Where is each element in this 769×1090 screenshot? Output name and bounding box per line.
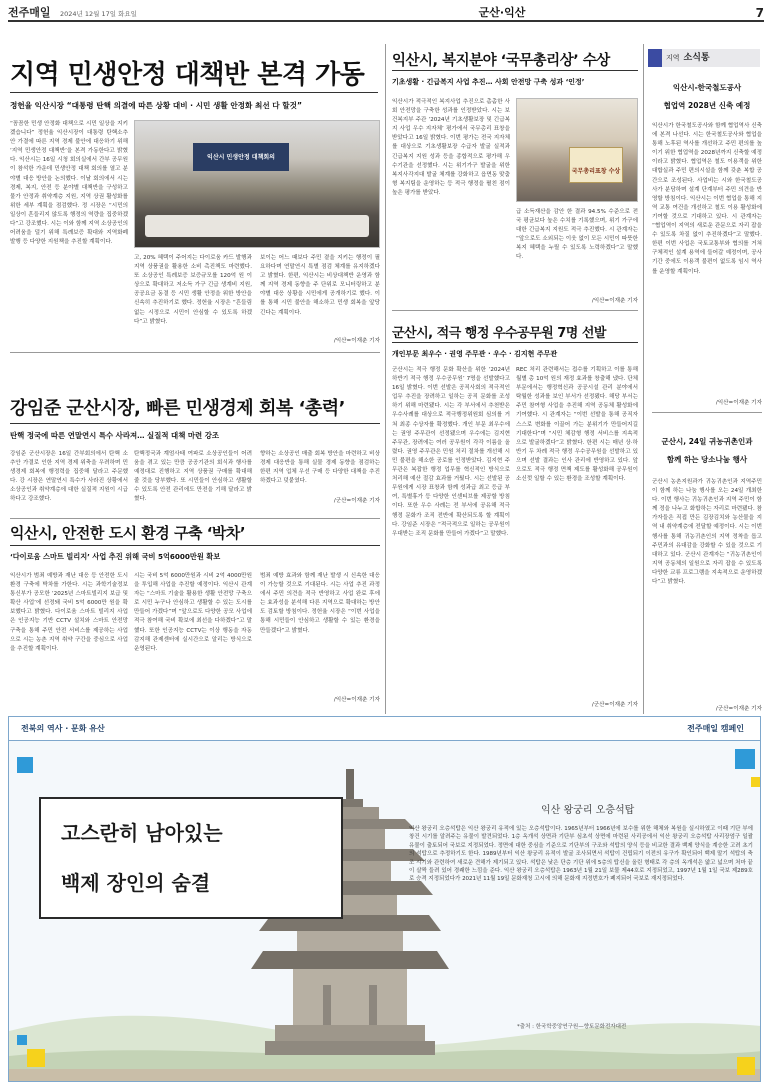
column-divider <box>385 44 386 714</box>
main-body-col2: 고, 20% 혜택이 주어지는 다이로움 카드 발행과 지역 상품권을 활용한 소비 촉진책도 마련했다. 또 소상공인 특례보증 보증규모를 120억 원 이상으로 확대하고 저소득 가구 긴급 생계비 지원, 공공요금 동결 등 시민 생활 안정을 위한 방안을 신속히 추진하기로 했다. 정헌율 시장은 “흔들림 없는 시정으로 시민이 안심할 수 있도록 하겠다”고 밝혔다. <box>134 255 252 325</box>
sidebar-tag-main: 소식통 <box>683 53 710 63</box>
environment-body-col1: 익산시가 범죄 예방과 재난 대응 등 안전한 도시 환경 구축에 박차를 가한다. 시는 과학기술정보통신부가 공모한 ‘2025년 스마트빌리지 보급 및 확산 사업’에 선정돼 국비 5억 6000만 원을 확보했다고 밝혔다. 다이로움 스마트 빌리지 사업은 인공지능 기반 CCTV 설치와 스마트 안전망 구축을 통해 주민 안전 서비스를 제공하는 사업으로 시는 농촌 지역 취약 구간을 중심으로 사업을 추진할 계획이다. <box>10 573 128 652</box>
newspaper-logo: 전주매일 <box>8 6 51 19</box>
welfare-body-col1: 익산시가 적극적인 복지사업 추진으로 촘촘한 사회 안전망을 구축한 성과를 인정받았다. 시는 보건복지부 주관 ‘2024년 기초생활보장 및 긴급복지 사업 우수 지자체’ 평가에서 국무총리 표창을 받았다고 16일 밝혔다. 이번 평가는 전국 지자체를 대상으로 기초생활보장 수급자 발굴 실적과 긴급복지 지원 성과 등을 종합적으로 평가해 우수기관을 선정했다. 시는 위기가구 발굴을 위한 복지사각지대 발굴 체계를 강화하고 읍면동 맞춤형 복지팀을 운영하는 등 적극 행정을 펼친 점이 높은 평가를 받았다. <box>392 99 510 196</box>
awards-body-col1: 군산시는 적극 행정 문화 확산을 위한 ‘2024년 하반기 적극 행정 우수공무원’ 7명을 선발했다고 16일 밝혔다. 이번 선발은 공직사회의 적극적인 업무 추진을 장려하고 일하는 공직 문화를 조성하기 위해 마련됐다. 시는 각 부서에서 추천받은 우수사례를 대상으로 적극행정위원회 심의를 거쳐 최종 수상자를 확정했다. 개인 부문 최우수에는 권영 주무관이 선정됐으며 우수에는 김지현 주무관, 장려에는 여러 공무원이 각각 이름을 올렸다. 권영 주무관은 민원 처리 절차를 개선해 시민 불편을 해소한 공로를 인정받았다. 김지현 주무관은 복잡한 행정 업무를 혁신적인 방식으로 처리해 예산 절감 효과를 거뒀다. 시는 선발된 공무원에게 시장 표창과 함께 성과급 최고 등급 부여, 특별휴가 등 다양한 인센티브를 제공할 방침이다. 또한 우수 사례는 전 부서에 공유해 적극 행정 문화가 조직 전반에 확산되도록 할 계획이다. 강임준 시장은 “적극적으로 일하는 공무원이 우대받는 조직 문화를 만들어 가겠다”고 말했다. <box>392 367 510 537</box>
banner-source: *출처 : 한국학중앙연구원—향토문화전자대전 <box>517 1024 627 1030</box>
issue-date: 2024년 12월 17일 화요일 <box>60 10 137 18</box>
sidebar-item2-title-b: 함께 하는 당소나눔 행사 <box>666 455 748 464</box>
sidebar-item1-title-b: 협업역 2028년 신축 예정 <box>663 101 751 110</box>
meeting-banner: 익산시 민생안정 대책회의 <box>193 143 289 171</box>
gunsan-mayor-body-col3: 향하는 소상공인 매출 회복 방안을 마련하고 비상경제 대응반을 통해 실물 경제 동향을 점검하는 한편 지역 업체 우선 구매 등 다양한 대책을 추진하겠다고 덧붙였다. <box>260 451 380 485</box>
environment-body-col2: 시는 국비 5억 6000만원과 시비 2억 4000만원을 투입해 사업을 추진할 예정이다. 익산시 관계자는 “스마트 기술을 활용한 생활 안전망 구축으로 시민 누구나 안심하고 생활할 수 있는 도시를 만들어 가겠다”며 “앞으로도 다양한 공모 사업에 적극 참여해 국비 확보에 최선을 다하겠다”고 말했다. 또한 인공지능 CCTV는 이상 행동을 자동 감지해 관제센터에 실시간으로 알리는 방식으로 운영된다. <box>134 573 252 652</box>
sidebar-tag-small: 지역 <box>666 54 680 62</box>
rule <box>10 423 380 424</box>
heritage-campaign-banner <box>8 716 761 1082</box>
gunsan-mayor-subhead: 탄핵 정국에 따른 연말연시 특수 사라져… 실질적 대책 마련 강조 <box>10 431 220 440</box>
banner-header <box>9 717 760 741</box>
award-plaque: 국무총리표창 수상 <box>569 147 623 183</box>
awards-byline: /군산=이재춘 기자 <box>591 702 638 708</box>
sidebar-item2-body: 군산시 농촌지원과가 귀농귀촌인과 지역주민이 함께 하는 나눔 행사를 오는 24일 개최한다. 이번 행사는 귀농귀촌인과 지역 주민이 함께 정을 나누고 화합하는 자리로 마련됐다. 참가자들은 직접 만든 김장김치와 농산물을 지역 내 취약계층에 전달할 예정이다. 시는 이번 행사를 통해 귀농귀촌인의 지역 정착을 돕고 주민과의 유대감을 강화할 수 있을 것으로 기대하고 있다. 군산시 관계자는 “귀농귀촌인이 지역 공동체의 일원으로 자리 잡을 수 있도록 다양한 교류 프로그램을 지속적으로 운영하겠다”고 밝혔다. <box>652 479 762 586</box>
rule <box>392 342 638 343</box>
banner-title: 익산 왕궁리 오층석탑 <box>541 805 635 816</box>
decor-square-yellow <box>751 777 761 787</box>
sidebar-tag <box>648 49 760 67</box>
awards-body-col2: REC 처리 관련해서는 접수를 기획하고 이를 통해 월별 총 10억 원의 재정 효과를 창출해 냈다. 단체 부문에서는 행정혁신과 공공시설 관리 분야에서 탁월한 성과를 보인 부서가 선정됐다. 해당 부서는 주민 참여형 사업을 추진해 지역 공동체 활성화에 기여했다. 시 관계자는 “이번 선발을 통해 공직자 스스로 변화를 이끌어 가는 분위기가 만들어지길 기대한다”며 “시민 체감형 행정 서비스를 지속적으로 발굴하겠다”고 밝혔다. 한편 시는 매년 상·하반기 두 차례 적극 행정 우수공무원을 선발하고 있으며 선발 결과는 인사 관리에 반영하고 있다. 앞으로도 적극 행정 면책 제도를 활성화해 공무원이 소신껏 일할 수 있는 환경을 조성할 계획이다. <box>516 367 638 483</box>
sidebar-item2-title-a: 군산시, 24일 귀농귀촌인과 <box>661 437 753 446</box>
meeting-table <box>145 215 369 237</box>
awards-headline: 군산시, 적극 행정 우수공무원 7명 선발 <box>392 326 606 341</box>
rule <box>10 518 380 519</box>
gunsan-mayor-byline: /군산=이재춘 기자 <box>333 498 380 504</box>
banner-left-tag: 전북의 역사 · 문화 유산 <box>21 724 105 733</box>
gunsan-mayor-headline: 강임준 군산시장, 빠른 민생경제 회복 ‘총력’ <box>10 398 345 419</box>
section-title: 군산·익산 <box>478 6 526 19</box>
rule <box>10 92 378 93</box>
welfare-byline: /익산=이재춘 기자 <box>591 298 638 304</box>
decor-square-blue <box>735 749 755 769</box>
sidebar-item2-byline: /군산=이재춘 기자 <box>715 706 762 712</box>
welfare-photo-award <box>516 98 638 202</box>
banner-right-tag: 전주매일 캠페인 <box>687 724 744 733</box>
welfare-headline: 익산시, 복지분야 ‘국무총리상’ 수상 <box>392 53 610 69</box>
environment-byline: /익산=이재춘 기자 <box>333 697 380 703</box>
awards-subhead: 개인부문 최우수 · 권영 주무관 · 우수 · 김지현 주무관 <box>392 350 558 358</box>
main-headline: 지역 민생안정 대책반 본격 가동 <box>10 60 365 90</box>
banner-body: 익산 왕궁리 오층석탑은 익산 왕궁리 유적에 있는 오층석탑이다. 1965년부터 1966년에 보수를 위한 해체와 복원을 실시하였고 이때 기단 부에 창건 시기를 알려주는 유물이 발견되었다. 1층 옥개석 상면과 기단부 심초석 상면에 마련된 사리공에서 익산 왕궁리 오층석탑 사리장엄구 일괄 유물이 출토되어 국보로 지정되었다. 정면에 대한 중심을 기준으로 기단부의 구조와 석탑의 양식 등을 비교한 결과 백제 양식을 계승한 고려 초기의 석탑으로 추정하기도 한다. 1989년부터 익산 왕궁리 유적이 발굴 조사되면서 석탑이 건립되기 이전의 유구가 확인되어 백제 말기 석탑의 축조 시기와 관련하여 새로운 견해가 제기되고 있다. 석탑은 낮은 단층 기단 위에 5층의 탑신을 올린 형태로 각 층의 옥개석은 얇고 넓으며 처마 끝이 살짝 들려 있어 경쾌한 느낌을 준다. 익산 왕궁리 오층석탑은 1963년 1월 21일 보물 제44호로 지정되었고, 1997년 1월 1일 국보 제289호로 승격 지정되었다가 2021년 11월 19일 문화재청 고시에 의해 문화재 지정번호가 폐지되어 국보로 재지정되었다. <box>409 826 753 883</box>
callout-line1: 고스란히 남아있는 <box>61 821 223 845</box>
main-subhead: 정헌율 익산시장 “대통령 탄핵 의결에 따른 상황 대비 · 시민 생활 안정화 최선 다 할것” <box>10 101 302 110</box>
main-byline: /익산=이재춘 기자 <box>333 338 380 344</box>
environment-subhead: ‘다이로움 스마트 빌리지’ 사업 추진 위해 국비 5억6000만원 확보 <box>10 552 221 561</box>
welfare-subhead: 기초생활 · 긴급복지 사업 추진… 사회 안전망 구축 성과 ‘인정’ <box>392 78 585 86</box>
sidebar-item1-title-a: 익산시-한국철도공사 <box>672 83 742 92</box>
main-body-col1: “꼼꼼한 민생 안정화 대책으로 시민 일상을 지키겠습니다” 정헌율 익산시장이 대통령 탄핵소추안 가결에 따른 지역 경제 불안에 대응하기 위해 ‘지역 민생안정 대책반’을 본격 가동한다고 밝혔다. 익산시는 16일 시청 회의실에서 간부 공무원이 참석한 가운데 민생안정 대책 회의를 열고 분야별 대응 방안을 논의했다. 이날 회의에서 시는 경제, 복지, 안전 등 분야별 대책반을 구성하고 물가 안정과 취약계층 지원, 지역 상권 활성화를 위한 세부 계획을 점검했다. 정 시장은 “시민의 일상이 흔들리지 않도록 행정의 역량을 집중하겠다”고 강조했다. 시는 이와 함께 지역 소상공인의 어려움을 덜기 위해 특례보증 확대와 지역화폐 발행 등 다양한 지원책을 추진할 계획이다. <box>10 121 128 246</box>
page-header <box>8 2 764 22</box>
rule <box>392 70 638 71</box>
decor-square-yellow <box>27 1049 45 1067</box>
main-photo-meeting <box>134 120 380 248</box>
column-divider <box>643 44 644 714</box>
main-body-col3: 보이는 어느 때보다 주민 곁을 지키는 행정이 필요하다며 연말연시 특별 점검 체계를 유지하겠다고 밝혔다. 한편, 익산시는 비상대책반 운영과 함께 지역 경제 동향을 주 단위로 모니터링하고 분야별 대응 상황을 시민에게 공개하기로 했다. 이를 통해 시민 불안을 해소하고 민생 회복을 앞당긴다는 계획이다. <box>260 255 380 316</box>
decor-square-yellow <box>737 1057 755 1075</box>
sidebar-item1-body: 익산시가 한국철도공사와 함께 협업역사 신축에 본격 나선다. 시는 한국철도공사와 협업을 통해 노후된 역사를 개선하고 주민 편의를 높이기 위한 협업역을 2028년까지 신축할 예정이라고 밝혔다. 협업역은 철도 이용객을 위한 대합실과 주민 편의시설을 함께 갖춘 복합 공간으로 조성된다. 사업비는 시와 한국철도공사가 분담하며 설계 단계부터 주민 의견을 반영할 방침이다. 익산시는 이번 협업을 통해 지역 교통 여건을 개선하고 철도 이용 활성화에 기여할 것으로 기대하고 있다. 시 관계자는 “협업역이 지역의 새로운 관문으로 자리 잡을 수 있도록 차질 없이 추진하겠다”고 말했다. 한편 이번 사업은 국토교통부와 협의를 거쳐 구체적인 설계 용역에 들어갈 예정이며, 공사 기간 중에도 이용객 불편이 없도록 임시 역사를 운영할 계획이다. <box>652 123 762 275</box>
gunsan-mayor-body-col1: 강임준 군산시장은 16일 간부회의에서 탄핵 소추안 가결로 인한 지역 경제 위축을 우려하며 민생경제 회복에 행정력을 집중해 달라고 주문했다. 강 시장은 연말연시 특수가 사라진 상황에서 소상공인과 취약계층에 대한 실질적 지원이 시급하다고 강조했다. <box>10 451 128 503</box>
gunsan-mayor-body-col2: 탄핵정국과 계엄사태 여파로 소상공인들이 어려움을 겪고 있는 만큼 공공기관의 회식과 행사를 예정대로 진행하고 지역 상품권 구매를 확대해 줄 것을 당부했다. 또 시민들이 안심하고 생활할 수 있도록 안전 관리에도 만전을 기해 달라고 밝혔다. <box>134 451 252 503</box>
banner-callout <box>39 797 343 919</box>
welfare-body-col2: 급 소득재산을 감안 한 결과 94.5% 수준으로 전국 평균보다 높은 수치를 기록했으며, 위기 가구에 대한 긴급복지 지원도 적극 추진했다. 시 관계자는 “앞으로도 소외되는 이웃 없이 모든 시민이 따뜻한 복지 혜택을 누릴 수 있도록 노력하겠다”고 말했다. <box>516 209 638 261</box>
rule <box>10 545 380 546</box>
environment-body-col3: 범죄 예방 효과와 함께 재난 발생 시 신속한 대응이 가능할 것으로 기대된다. 시는 사업 추진 과정에서 주민 의견을 적극 반영하고 사업 완료 후에는 효과성을 분석해 다른 지역으로 확대하는 방안도 검토할 방침이다. 정헌율 시장은 “이번 사업을 통해 시민들이 안심하고 생활할 수 있는 환경을 만들겠다”고 밝혔다. <box>260 573 380 634</box>
rule <box>392 310 638 311</box>
callout-line2: 백제 장인의 숨결 <box>61 871 211 895</box>
decor-square-blue <box>17 1035 27 1045</box>
rule <box>652 412 762 413</box>
sidebar-item1-byline: /익산=이재춘 기자 <box>715 400 762 406</box>
decor-square-blue <box>17 757 33 773</box>
environment-headline: 익산시, 안전한 도시 환경 구축 ‘박차’ <box>10 524 246 542</box>
rule <box>10 352 380 353</box>
page-number: 7 <box>755 6 764 20</box>
